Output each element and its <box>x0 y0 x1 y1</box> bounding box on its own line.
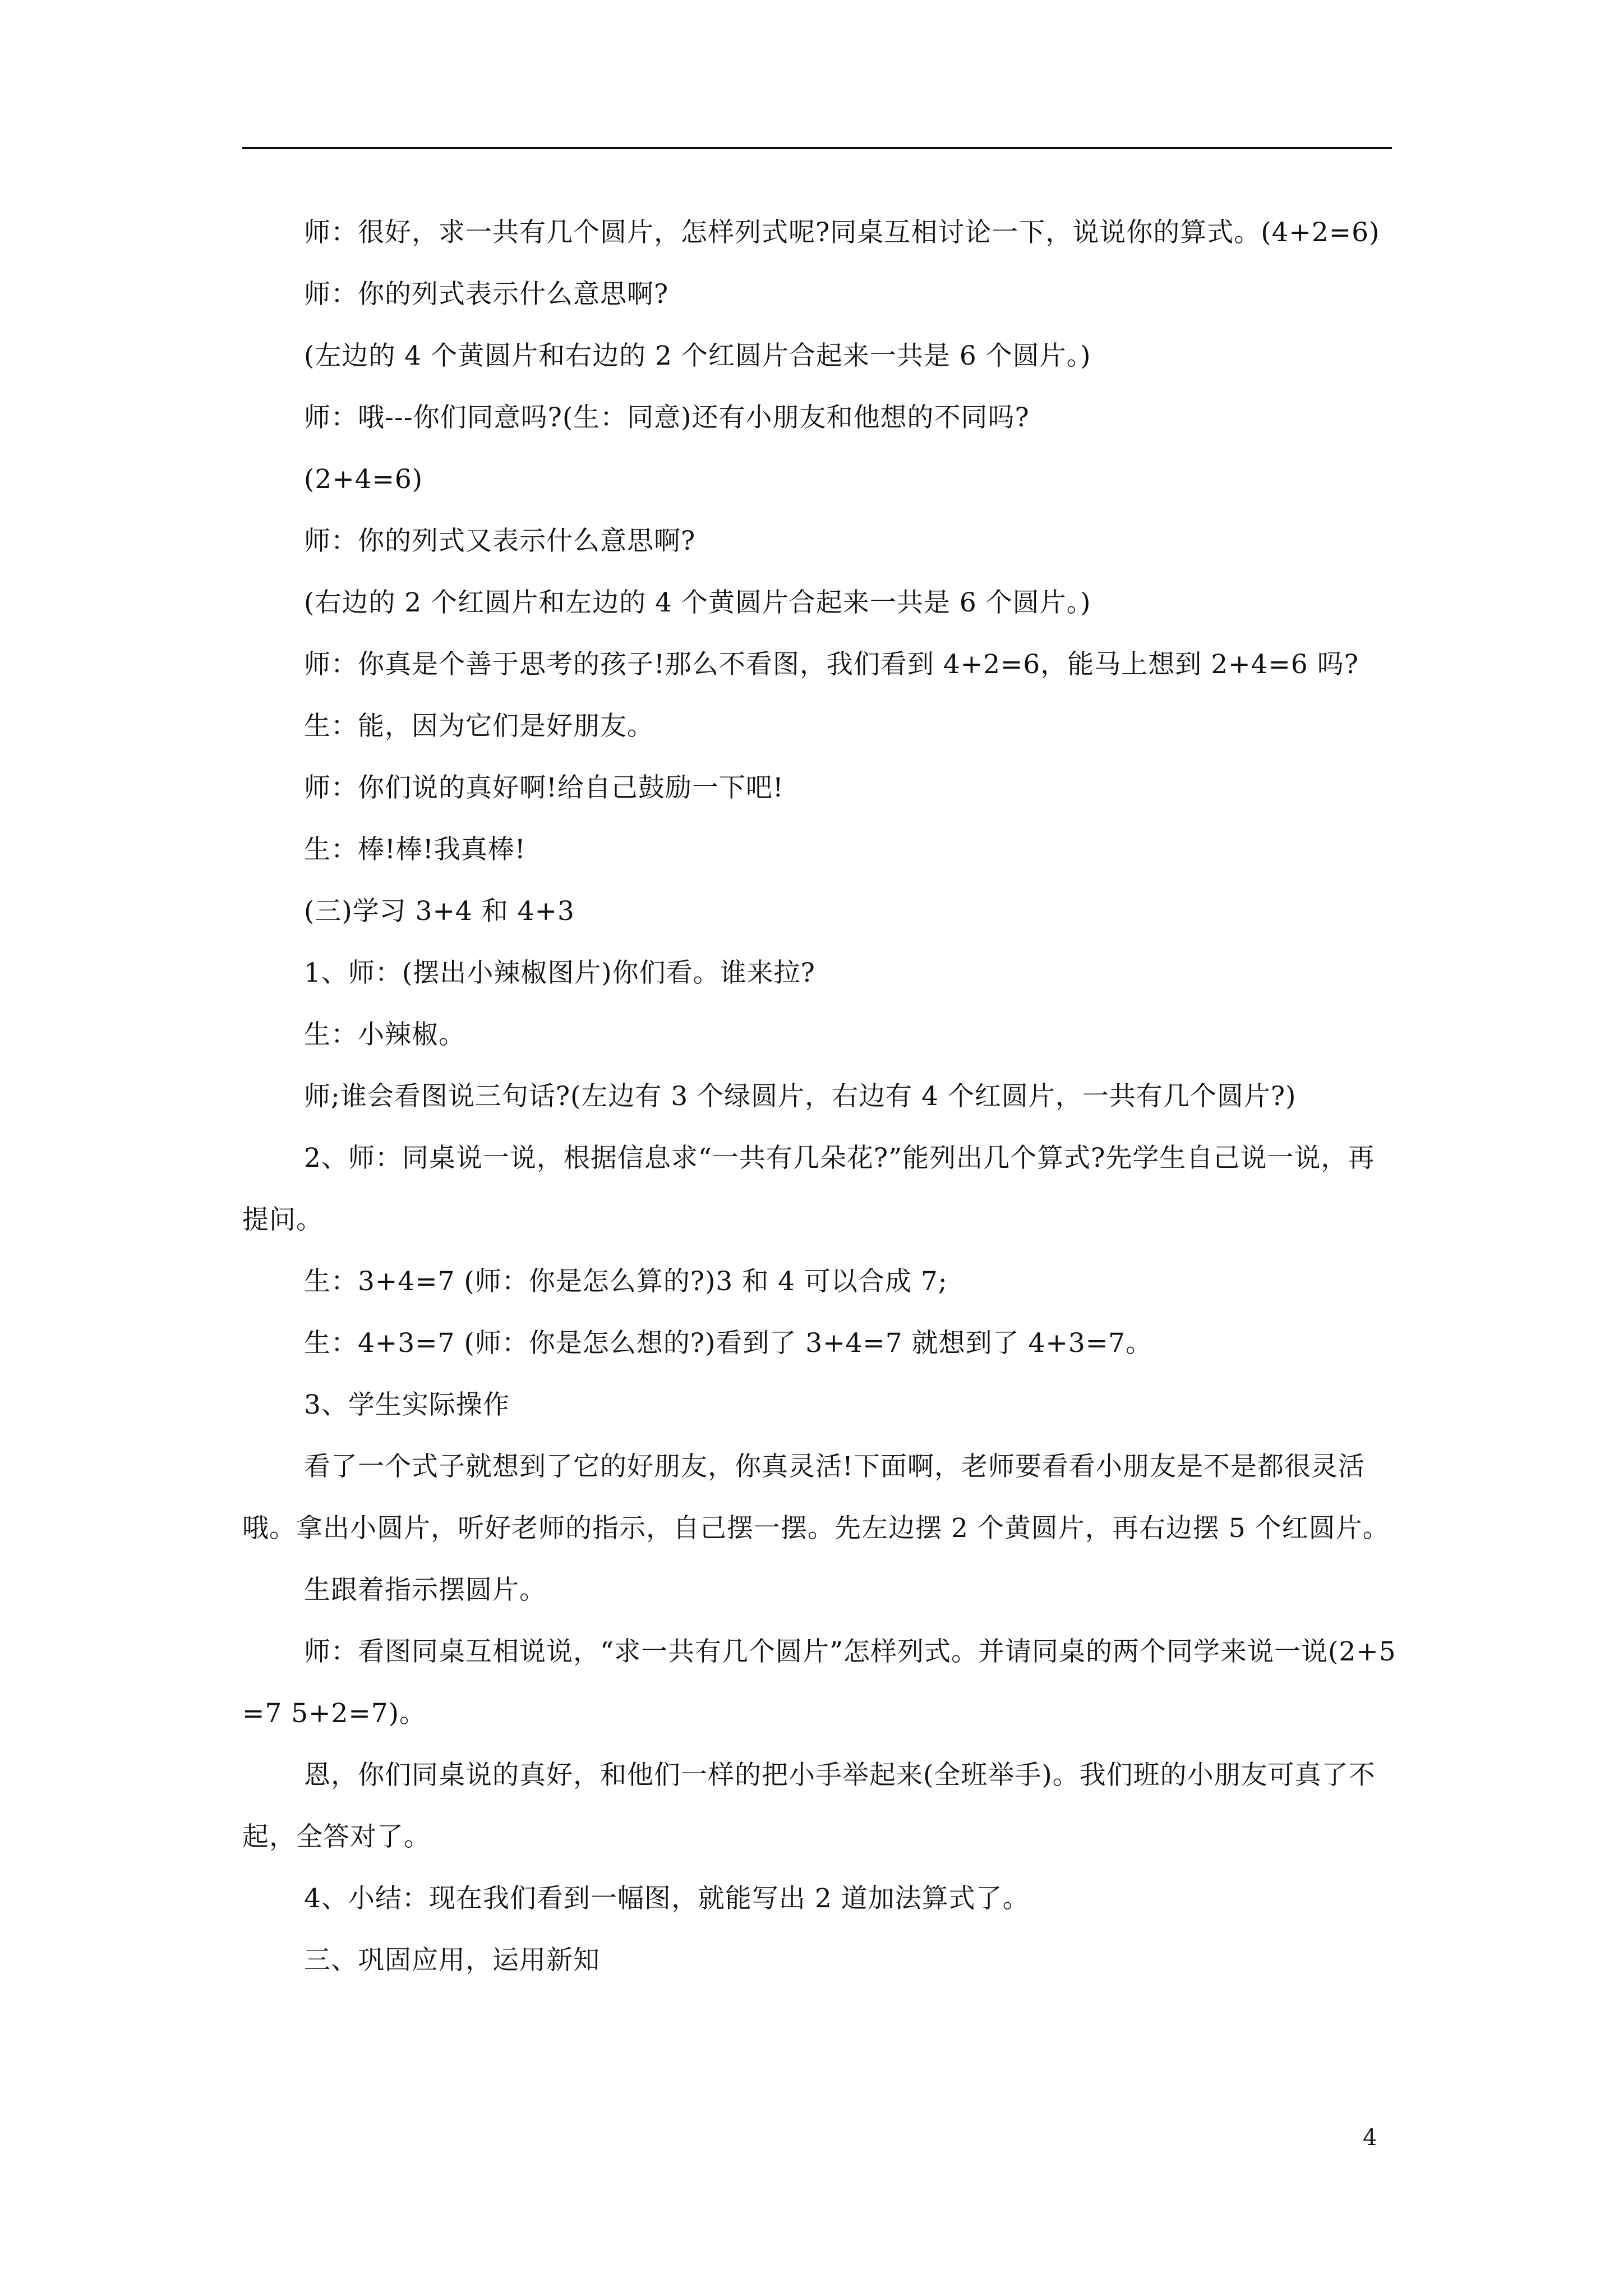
section-heading: (三)学习 3+4 和 4+3 <box>304 896 575 927</box>
paragraph: 3、学生实际操作 <box>304 1389 510 1420</box>
paragraph: (右边的 2 个红圆片和左边的 4 个黄圆片合起来一共是 6 个圆片。) <box>304 587 1091 618</box>
page-body <box>242 202 1398 1991</box>
paragraph: (2+4=6) <box>304 464 423 495</box>
paragraph: 生：4+3=7 (师：你是怎么想的?)看到了 3+4=7 就想到了 4+3=7。 <box>304 1328 1153 1359</box>
paragraph: 看了一个式子就想到了它的好朋友，你真灵活!下面啊，老师要看看小朋友是不是都很灵活哦。拿出小圆片，听好老师的指示，自己摆一摆。先左边摆 2 个黄圆片，再右边摆 5 个红圆片。 <box>242 1451 1390 1544</box>
paragraph: 生：棒!棒!我真棒! <box>304 834 526 865</box>
paragraph: 生：能，因为它们是好朋友。 <box>304 711 654 742</box>
paragraph: 师：你真是个善于思考的孩子!那么不看图，我们看到 4+2=6，能马上想到 2+4=6 吗? <box>304 649 1359 680</box>
paragraph: 生：小辣椒。 <box>304 1019 465 1050</box>
paragraph: 生：3+4=7 (师：你是怎么算的?)3 和 4 可以合成 7; <box>304 1266 948 1297</box>
paragraph: 2、师：同桌说一说，根据信息求“一共有几朵花?”能列出几个算式?先学生自己说一说，再提问。 <box>242 1143 1375 1235</box>
paragraph: 师：很好，求一共有几个圆片，怎样列式呢?同桌互相讨论一下，说说你的算式。(4+2=6) <box>304 217 1380 248</box>
paragraph: 师;谁会看图说三句话?(左边有 3 个绿圆片，右边有 4 个红圆片，一共有几个圆片?) <box>304 1081 1297 1112</box>
paragraph: 师：哦---你们同意吗?(生：同意)还有小朋友和他想的不同吗? <box>304 402 1030 433</box>
paragraph: 恩，你们同桌说的真好，和他们一样的把小手举起来(全班举手)。我们班的小朋友可真了不起，全答对了。 <box>242 1760 1376 1852</box>
paragraph: 师：看图同桌互相说说，“求一共有几个圆片”怎样列式。并请同桌的两个同学来说一说(2+5=7 5+2=7)。 <box>242 1636 1396 1729</box>
header-rule <box>242 147 1392 149</box>
paragraph: 师：你的列式又表示什么意思啊? <box>304 526 696 556</box>
paragraph: 4、小结：现在我们看到一幅图，就能写出 2 道加法算式了。 <box>304 1883 1030 1914</box>
paragraph: 师：你的列式表示什么意思啊? <box>304 279 669 310</box>
paragraph: 1、师：(摆出小辣椒图片)你们看。谁来拉? <box>304 958 815 988</box>
paragraph: (左边的 4 个黄圆片和右边的 2 个红圆片合起来一共是 6 个圆片。) <box>304 341 1091 371</box>
paragraph: 生跟着指示摆圆片。 <box>304 1575 546 1605</box>
section-heading: 三、巩固应用，运用新知 <box>304 1945 600 1976</box>
paragraph: 师：你们说的真好啊!给自己鼓励一下吧! <box>304 772 784 803</box>
page-number: 4 <box>1363 2125 1377 2151</box>
